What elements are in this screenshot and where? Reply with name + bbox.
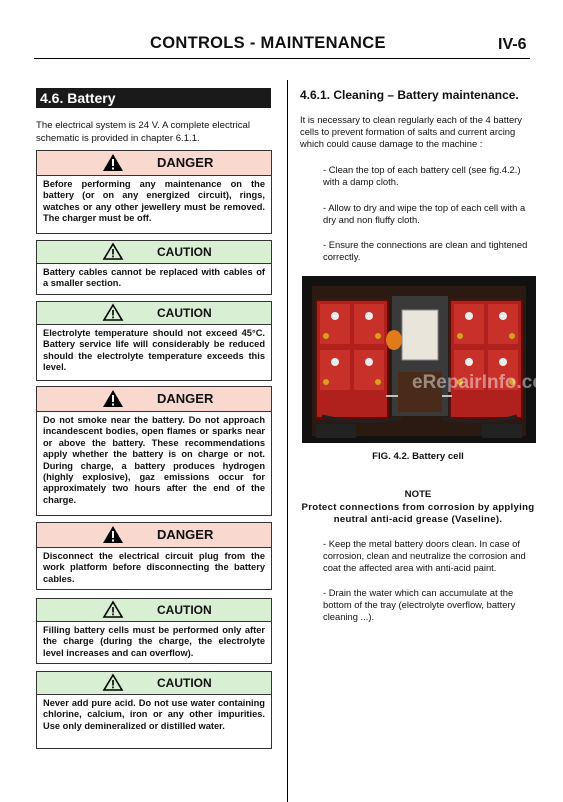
warning-text: Do not smoke near the battery. Do not approach incandescent bodies, open flames or sparks near or above the battery. These recommendations apply whether the battery is on charge or not. During charge, a battery produces hydrogen (highly explosive), gaz emissions occur for approximately two hours after the end of the charge.	[43, 415, 265, 505]
warning-header	[37, 523, 271, 548]
step-item: - Ensure the connections are clean and tightened correctly.	[323, 239, 528, 262]
warning-label: CAUTION	[157, 306, 212, 320]
warning-header	[37, 302, 271, 325]
caution-triangle-icon	[103, 601, 123, 618]
warning-box-danger-2	[36, 386, 272, 516]
warning-label: DANGER	[157, 155, 214, 170]
warning-box-caution-3	[36, 598, 272, 664]
warning-label: CAUTION	[157, 603, 212, 617]
warning-label: DANGER	[157, 391, 214, 406]
caution-triangle-icon	[103, 674, 123, 691]
warning-header	[37, 387, 271, 412]
caution-triangle-icon	[103, 243, 123, 260]
photo-watermark: eRepairInfo.com	[412, 372, 561, 393]
warning-box-caution-2	[36, 301, 272, 381]
warning-text: Before performing any maintenance on the battery (or on any energized circuit), rings, watches or any other jewellery must be removed. The charger must be off.	[43, 179, 265, 224]
column-divider	[287, 80, 288, 802]
warning-header	[37, 599, 271, 622]
battery-cell-photo	[302, 276, 561, 443]
section-title-cleaning: 4.6.1. Cleaning – Battery maintenance.	[300, 88, 519, 102]
warning-label: CAUTION	[157, 676, 212, 690]
warning-text: Electrolyte temperature should not exceed 45°C. Battery service life will considerably be reduced should the electrolyte temperature exceeds this level.	[43, 328, 265, 373]
note-title: NOTE	[404, 489, 432, 500]
figure-caption: FIG. 4.2. Battery cell	[372, 451, 464, 462]
step-item: - Allow to dry and wipe the top of each cell with a dry and non fluffy cloth.	[323, 202, 526, 225]
warning-text: Filling battery cells must be performed only after the charge (during the charge, the electrolyte level increases and can overflow).	[43, 625, 265, 658]
warning-box-caution-4	[36, 671, 272, 749]
warning-box-caution-1	[36, 240, 272, 295]
step-item: - Drain the water which can accumulate at the bottom of the tray (electrolyte overflow, battery cleaning ...).	[323, 587, 516, 622]
battery-cell-illustration	[302, 276, 561, 443]
section-title-battery: 4.6. Battery	[36, 88, 271, 108]
page-number: IV-6	[498, 36, 527, 53]
warning-text: Battery cables cannot be replaced with cables of a smaller section.	[43, 267, 265, 289]
warning-header	[37, 151, 271, 176]
warning-text: Never add pure acid. Do not use water containing chlorine, calcium, iron or any other impurities. Use only demineralized or distilled water.	[43, 698, 265, 731]
warning-triangle-icon	[103, 154, 123, 171]
page-header-title: CONTROLS - MAINTENANCE	[150, 34, 386, 52]
header-rule	[34, 58, 530, 59]
warning-text: Disconnect the electrical circuit plug from the work platform before disconnecting the battery cables.	[43, 551, 265, 584]
caution-triangle-icon	[103, 304, 123, 321]
warning-header	[37, 672, 271, 695]
warning-box-danger-3	[36, 522, 272, 590]
warning-triangle-icon	[103, 390, 123, 407]
warning-label: DANGER	[157, 527, 214, 542]
cleaning-intro-text: It is necessary to clean regularly each of the 4 battery cells to prevent formation of salts and current arcing which could cause damage to the machine :	[300, 114, 522, 149]
warning-header	[37, 241, 271, 264]
warning-triangle-icon	[103, 526, 123, 543]
step-item: - Keep the metal battery doors clean. In case of corrosion, clean and neutralize the corrosion and coat the affected area with anti-acid paint.	[323, 538, 526, 573]
battery-intro-text: The electrical system is 24 V. A complete electrical schematic is provided in chapter 6.1.1.	[36, 120, 250, 144]
step-item: - Clean the top of each battery cell (see fig.4.2.) with a damp cloth.	[323, 164, 521, 187]
note-text: Protect connections from corrosion by applying neutral anti-acid grease (Vaseline).	[301, 502, 535, 525]
warning-box-danger-1	[36, 150, 272, 234]
warning-label: CAUTION	[157, 245, 212, 259]
